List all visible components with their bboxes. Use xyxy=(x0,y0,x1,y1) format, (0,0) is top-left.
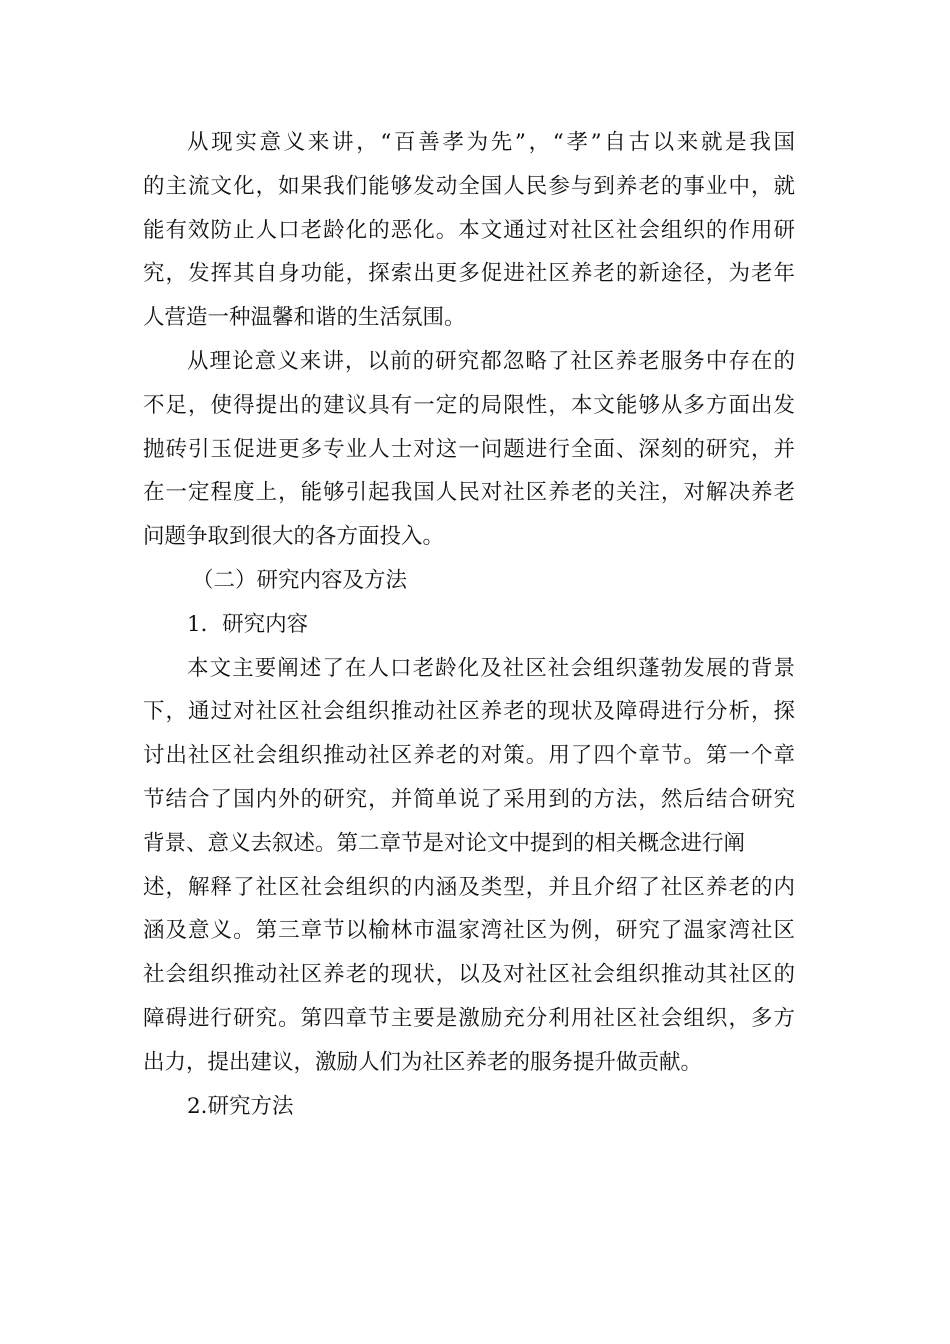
paragraph-line: 抛砖引玉促进更多专业人士对这一问题进行全面、深刻的研究，并 xyxy=(143,436,795,462)
paragraph-line: 究，发挥其自身功能，探索出更多促进社区养老的新途径，为老年 xyxy=(143,261,795,287)
paragraph-line: 出力，提出建议，激励人们为社区养老的服务提升做贡献。 xyxy=(143,1049,703,1075)
paragraph-line: 人营造一种温馨和谐的生活氛围。 xyxy=(143,305,466,331)
paragraph-line: 背景、意义去叙述。第二章节是对论文中提到的相关概念进行阐 xyxy=(143,830,746,856)
paragraph-line: 从现实意义来讲，“百善孝为先”，“孝”自古以来就是我国 xyxy=(187,130,795,155)
paragraph-line: 问题争取到很大的各方面投入。 xyxy=(143,524,445,550)
paragraph-line: 涵及意义。第三章节以榆林市温家湾社区为例，研究了温家湾社区 xyxy=(143,918,795,944)
paragraph-line: 本文主要阐述了在人口老龄化及社区社会组织蓬勃发展的背景 xyxy=(187,655,795,681)
paragraph-line: 讨出社区社会组织推动社区养老的对策。用了四个章节。第一个章 xyxy=(143,743,795,769)
paragraph-research-content xyxy=(143,647,795,1085)
subheading-research-methods: 2.研究方法 xyxy=(187,1093,294,1119)
paragraph-line: 下，通过对社区社会组织推动社区养老的现状及障碍进行分析，探 xyxy=(143,699,795,725)
paragraph-line: 社会组织推动社区养老的现状，以及对社区社会组织推动其社区的 xyxy=(143,962,795,988)
paragraph-line: 障碍进行研究。第四章节主要是激励充分利用社区社会组织，多方 xyxy=(143,1005,795,1031)
paragraph-theoretical-significance xyxy=(143,340,795,559)
paragraph-line: 不足，使得提出的建议具有一定的局限性，本文能够从多方面出发 xyxy=(143,392,795,418)
paragraph-line: 节结合了国内外的研究，并简单说了采用到的方法，然后结合研究 xyxy=(143,786,795,812)
subheading-research-content: 1．研究内容 xyxy=(187,611,309,637)
paragraph-line: 述，解释了社区社会组织的内涵及类型，并且介绍了社区养老的内 xyxy=(143,874,795,900)
paragraph-line: 的主流文化，如果我们能够发动全国人民参与到养老的事业中，就 xyxy=(143,173,795,199)
section-heading-research-content-methods: （二）研究内容及方法 xyxy=(192,567,408,593)
paragraph-line: 在一定程度上，能够引起我国人民对社区养老的关注，对解决养老 xyxy=(143,480,795,506)
paragraph-practical-significance xyxy=(143,121,795,340)
paragraph-line: 从理论意义来讲，以前的研究都忽略了社区养老服务中存在的 xyxy=(187,348,795,374)
document-body xyxy=(143,121,795,1128)
paragraph-line: 能有效防止人口老龄化的恶化。本文通过对社区社会组织的作用研 xyxy=(143,217,795,243)
